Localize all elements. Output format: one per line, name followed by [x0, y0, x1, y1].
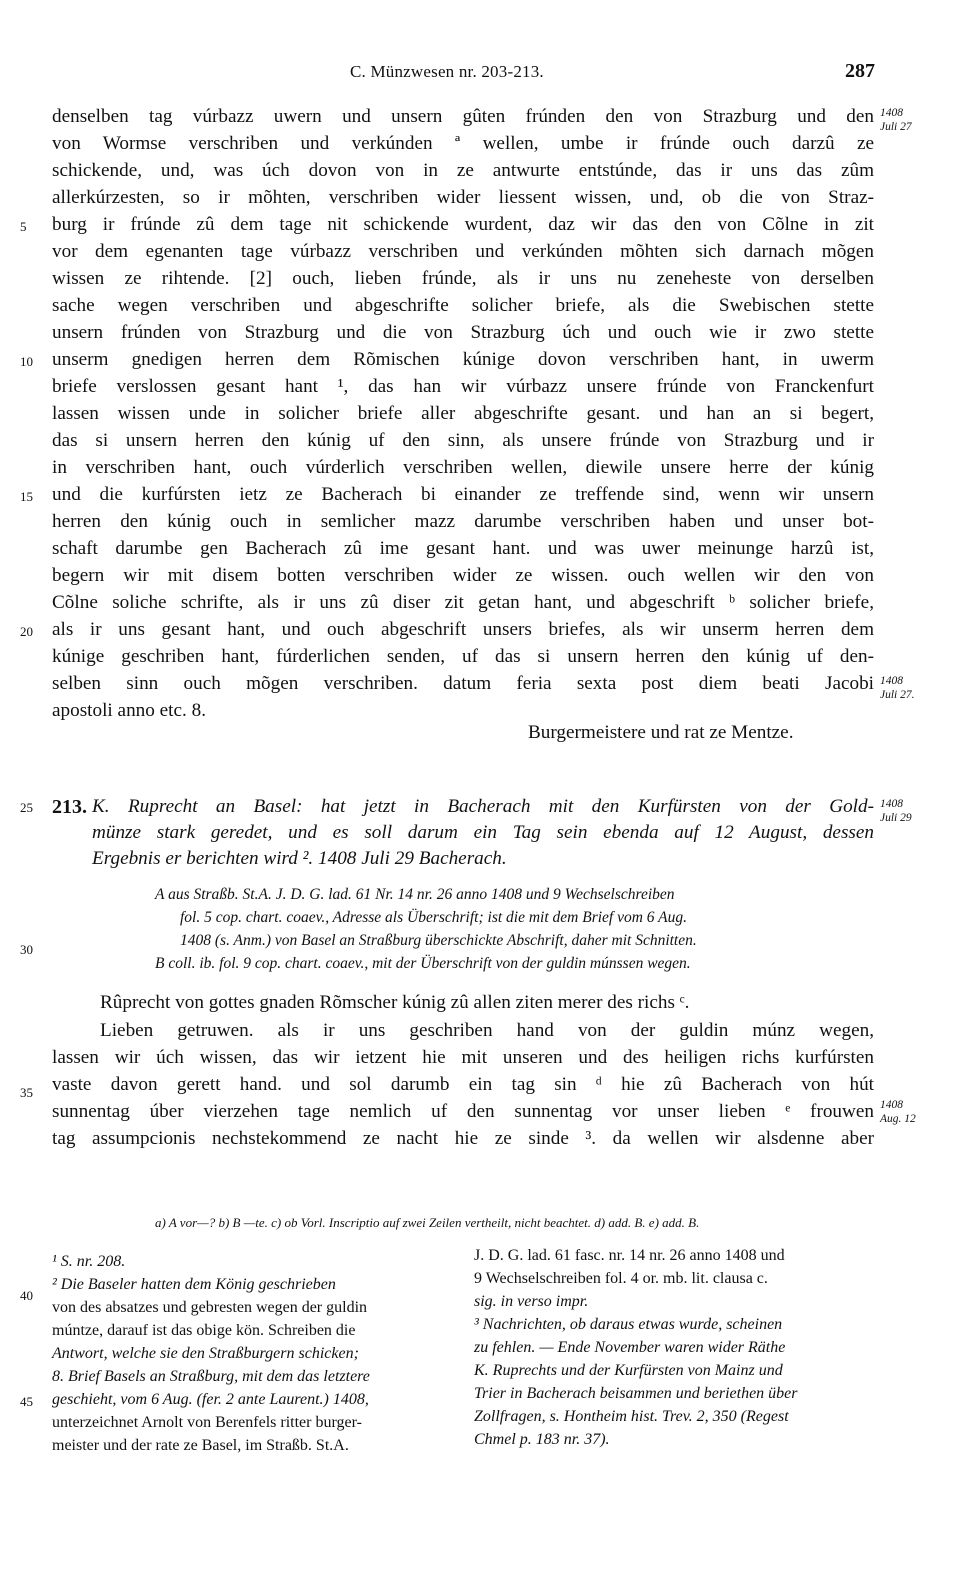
text-line: als ir uns gesant hant, und ouch abgeschrift unsers briefes, als wir unserm herren dem — [52, 619, 874, 640]
footnote-line: sig. in verso impr. — [474, 1293, 589, 1310]
text-line: sache wegen verschriben und abgeschrifte solicher briefe, als die Swebischen stette — [52, 295, 874, 316]
text-line: in verschriben hant, ouch vúrderlich verschriben wellen, diewile unsere herre der kúnig — [52, 457, 874, 478]
text-line: sunnentag úber vierzehen tage nemlich uf den sunnentag vor unser lieben ᵉ frouwen — [52, 1101, 874, 1122]
footnote-line: geschieht, vom 6 Aug. (fer. 2 ante Laurent.) 1408, — [52, 1391, 369, 1408]
footnote-line: Antwort, welche sie den Straßburgern schicken; — [52, 1345, 359, 1362]
text-line: tag assumpcionis nechstekommend ze nacht hie ze sinde ³. da wellen wir alsdenne aber — [52, 1128, 874, 1149]
text-line: vaste davon gerett hand. und sol darumb ein tag sin ᵈ hie zû Bacherach von hút — [52, 1074, 874, 1095]
document-number: 213. — [52, 796, 87, 818]
source-note: B coll. ib. fol. 9 cop. chart. coaev., mit der Überschrift von der guldin múnssen wegen. — [155, 955, 691, 972]
footnote-line: J. D. G. lad. 61 fasc. nr. 14 nr. 26 anno 1408 und — [474, 1247, 785, 1264]
text-line: denselben tag vúrbazz uwern und unsern gûten frúnden den von Strazburg und den — [52, 106, 874, 127]
signature: Burgermeistere und rat ze Mentze. — [528, 722, 794, 743]
footnote-line: unterzeichnet Arnolt von Berenfels ritter burger- — [52, 1414, 362, 1431]
text-line: lassen wissen unde in solicher briefe aller abgeschrifte gesant. und han an si begert, — [52, 403, 874, 424]
line-number: 40 — [20, 1288, 33, 1303]
line-number: 35 — [20, 1085, 33, 1100]
footnote-line: múntze, darauf ist das obige kön. Schreiben die — [52, 1322, 356, 1339]
text-line: burg ir frúnde zû dem tage nit schickende wurdent, daz wir das den von Cõlne in zit — [52, 214, 874, 235]
text-line: begern wir mit disem botten verschriben wider ze wissen. ouch wellen wir den von — [52, 565, 874, 586]
text-line: selben sinn ouch mõgen verschriben. datum feria sexta post diem beati Jacobi — [52, 673, 874, 694]
line-number: 10 — [20, 354, 33, 369]
text-line: und die kurfúrsten ietz ze Bacherach bi einander ze treffende sind, wenn wir unsern — [52, 484, 874, 505]
footnote-line: ² Die Baseler hatten dem König geschrieben — [52, 1276, 336, 1293]
line-number: 5 — [20, 219, 27, 234]
text-line: lassen wir úch wissen, das wir ietzent hie mit unseren und des heiligen richs kurfúrsten — [52, 1047, 874, 1068]
text-line: Lieben getruwen. als ir uns geschriben hand von der guldin múnz wegen, — [100, 1020, 874, 1041]
text-line: Rûprecht von gottes gnaden Rõmscher kúnig zû allen ziten merer des richs ᶜ. — [100, 992, 690, 1013]
margin-date: 1408 Aug. 12 — [880, 1099, 916, 1125]
text-line: Cõlne soliche schrifte, als ir uns zû diser zit getan hant, und abgeschrift ᵇ solicher briefe, — [52, 592, 874, 613]
footnote-line: 8. Brief Basels an Straßburg, mit dem das letztere — [52, 1368, 370, 1385]
footnote-line: meister und der rate ze Basel, im Straßb. St.A. — [52, 1437, 349, 1454]
margin-date: 1408 Juli 29 — [880, 798, 912, 824]
text-line: das si unsern herren den kúnig uf den sinn, als unsere frúnde von Strazburg und ir — [52, 430, 874, 451]
line-number: 45 — [20, 1394, 33, 1409]
line-number: 20 — [20, 624, 33, 639]
text-line: schaft darumbe gen Bacherach zû ime gesant hant. und was uwer meinunge harzû ist, — [52, 538, 874, 559]
text-line: briefe verslossen gesant hant ¹, das han wir vúrbazz unsere frúnde von Franckenfurt — [52, 376, 874, 397]
text-line: kúnige geschriben hant, fúrderlichen senden, uf das si unsern herren den kúnig uf den- — [52, 646, 874, 667]
source-note: 1408 (s. Anm.) von Basel an Straßburg überschickte Abschrift, daher mit Schnitten. — [180, 932, 697, 949]
text-line: schickende, und, was úch dovon von in ze antwurte entstúnde, das ir uns das zûm — [52, 160, 874, 181]
critical-apparatus: a) A vor—? b) B —te. c) ob Vorl. Inscriptio auf zwei Zeilen vertheilt, nicht beachtet. d) add. B. e) add. B. — [155, 1215, 700, 1230]
line-number: 25 — [20, 800, 33, 815]
regest-line: Ergebnis er berichten wird ². 1408 Juli 29 Bacherach. — [92, 848, 507, 869]
source-note: A aus Straßb. St.A. J. D. G. lad. 61 Nr. 14 nr. 26 anno 1408 und 9 Wechselschreiben — [155, 886, 675, 903]
text-line: allerkúrzesten, so ir mõhten, verschriben wider liessent wissen, und, ob die von Straz- — [52, 187, 874, 208]
footnote-line: Chmel p. 183 nr. 37). — [474, 1431, 610, 1448]
text-line: vor dem egenanten tage vúrbazz verschriben und verkúnden mõhten sich darnach mõgen — [52, 241, 874, 262]
footnote-line: K. Ruprechts und der Kurfürsten von Mainz und — [474, 1362, 783, 1379]
text-line: unserm gnedigen herren dem Rõmischen kúnige dovon verschriben hant, in uwerm — [52, 349, 874, 370]
footnote-line: zu fehlen. — Ende November waren wider Räthe — [474, 1339, 786, 1356]
regest-line: K. Ruprecht an Basel: hat jetzt in Bacherach mit den Kurfürsten von der Gold- — [92, 796, 874, 817]
margin-date: 1408 Juli 27. — [880, 675, 915, 701]
running-header: C. Münzwesen nr. 203-213. — [350, 62, 544, 81]
footnote-line: Trier in Bacherach beisammen und beriethen über — [474, 1385, 798, 1402]
page-number: 287 — [845, 60, 875, 82]
text-line: unsern frúnden von Strazburg und die von Strazburg úch und ouch wie ir zwo stette — [52, 322, 874, 343]
source-note: fol. 5 cop. chart. coaev., Adresse als Überschrift; ist die mit dem Brief vom 6 Aug. — [180, 909, 687, 926]
margin-date: 1408 Juli 27 — [880, 107, 912, 133]
footnote-line: Zollfragen, s. Hontheim hist. Trev. 2, 350 (Regest — [474, 1408, 789, 1425]
text-line: wissen ze rihtende. [2] ouch, lieben frúnde, als ir uns nu zeneheste von derselben — [52, 268, 874, 289]
footnote-line: ³ Nachrichten, ob daraus etwas wurde, scheinen — [474, 1316, 783, 1333]
text-line: von Wormse verschriben und verkúnden ª wellen, umbe ir frúnde ouch darzû ze — [52, 133, 874, 154]
text-line: herren den kúnig ouch in semlicher mazz darumbe verschriben haben und unser bot- — [52, 511, 874, 532]
footnote-line: 9 Wechselschreiben fol. 4 or. mb. lit. clausa c. — [474, 1270, 768, 1287]
text-line: apostoli anno etc. 8. — [52, 700, 206, 721]
line-number: 15 — [20, 489, 33, 504]
regest-line: münze stark geredet, und es soll darum ein Tag sein ebenda auf 12 August, dessen — [92, 822, 874, 843]
footnote-line: von des absatzes und gebresten wegen der guldin — [52, 1299, 368, 1316]
footnote-line: ¹ S. nr. 208. — [52, 1253, 126, 1270]
line-number: 30 — [20, 942, 33, 957]
